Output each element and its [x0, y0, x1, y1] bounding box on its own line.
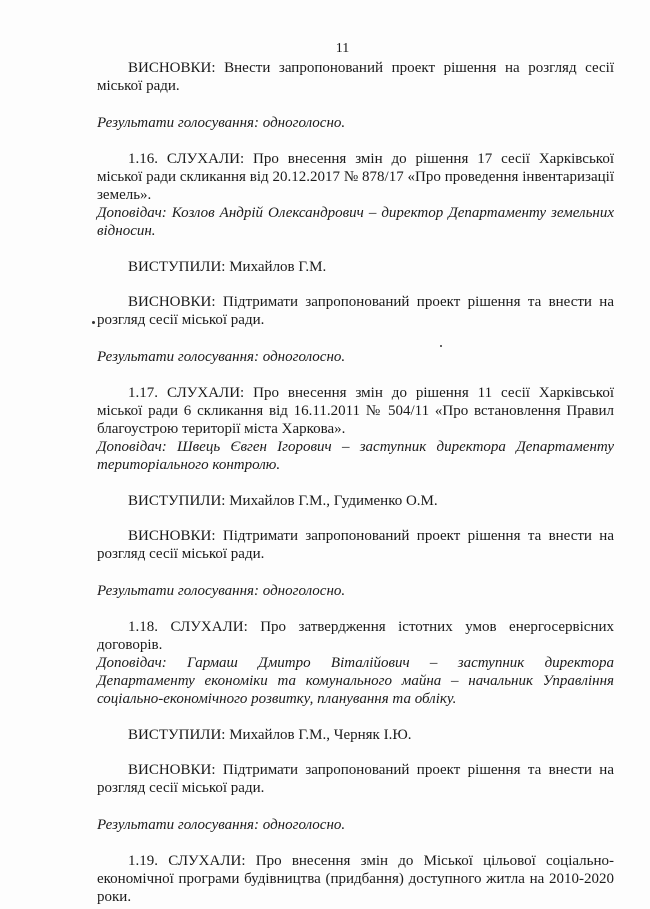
heard-item-1-16: 1.16. СЛУХАЛИ: Про внесення змін до рішення 17 сесії Харківської міської ради скликання від 20.12.2017 № 878/17 «Про проведення інвентаризації земель».	[97, 151, 614, 203]
speaker-1-18: Доповідач: Гармаш Дмитро Віталійович – заступник директора Департаменту економіки та комунального майна – начальник Управління соціально-економічного розвитку, планування та обліку.	[97, 655, 614, 707]
spoke-1-16: ВИСТУПИЛИ: Михайлов Г.М.	[128, 259, 327, 275]
heard-item-1-19: 1.19. СЛУХАЛИ: Про внесення змін до Міської цільової соціально-економічної програми будівництва (придбання) доступного житла на 2010-2020 роки.	[97, 853, 614, 905]
speaker-1-17: Доповідач: Швець Євген Ігорович – заступник директора Департаменту територіального контролю.	[97, 439, 614, 473]
conclusion-1-16: ВИСНОВКИ: Підтримати запропонований проект рішення та внести на розгляд сесії міської ради.	[97, 294, 614, 328]
scan-speck	[440, 345, 442, 347]
document-body	[97, 59, 614, 906]
page-number: 11	[335, 41, 350, 56]
conclusion-1-18: ВИСНОВКИ: Підтримати запропонований проект рішення та внести на розгляд сесії міської ради.	[97, 762, 614, 796]
scan-speck	[92, 321, 95, 324]
spoke-1-17: ВИСТУПИЛИ: Михайлов Г.М., Гудименко О.М.	[128, 493, 438, 509]
voting-result: Результати голосування: одноголосно.	[97, 115, 346, 131]
voting-result-1-18: Результати голосування: одноголосно.	[97, 817, 346, 833]
speaker-1-16: Доповідач: Козлов Андрій Олександрович – директор Департаменту земельних відносин.	[97, 205, 614, 239]
heard-item-1-18: 1.18. СЛУХАЛИ: Про затвердження істотних умов енергосервісних договорів.	[97, 619, 614, 653]
voting-result-1-16: Результати голосування: одноголосно.	[97, 349, 346, 365]
conclusion-paragraph: ВИСНОВКИ: Внести запропонований проект рішення на розгляд сесії міської ради.	[97, 60, 614, 94]
heard-item-1-17: 1.17. СЛУХАЛИ: Про внесення змін до рішення 11 сесії Харківської міської ради 6 скликання від 16.11.2011 № 504/11 «Про встановлення Правил благоустрою території міста Харкова».	[97, 385, 614, 437]
spoke-1-18: ВИСТУПИЛИ: Михайлов Г.М., Черняк І.Ю.	[128, 727, 412, 743]
conclusion-1-17: ВИСНОВКИ: Підтримати запропонований проект рішення та внести на розгляд сесії міської ради.	[97, 528, 614, 562]
voting-result-1-17: Результати голосування: одноголосно.	[97, 583, 346, 599]
